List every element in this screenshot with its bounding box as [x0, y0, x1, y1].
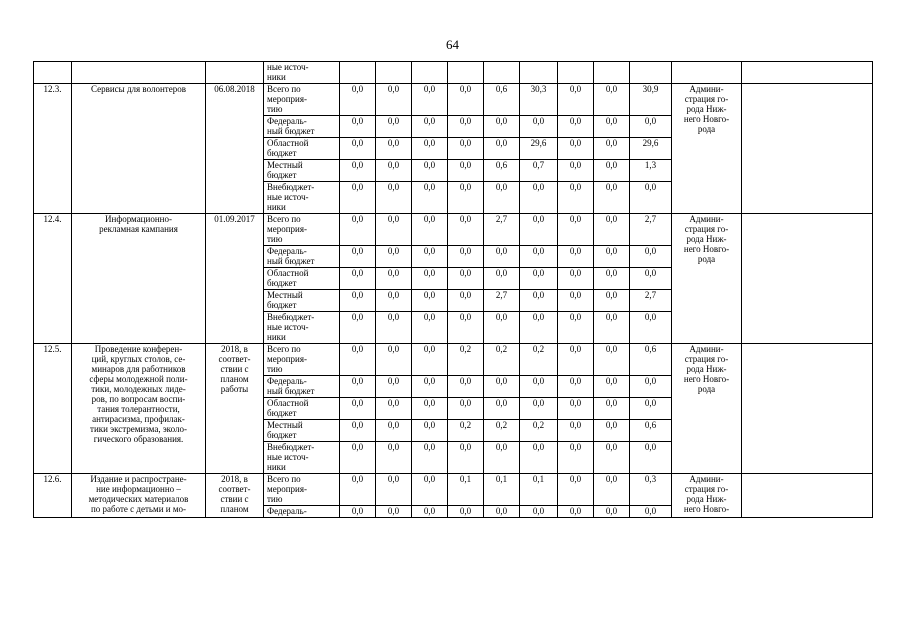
value-cell: 0,0 [520, 116, 558, 138]
date-cell: 06.08.2018 [206, 84, 264, 214]
value-cell: 29,6 [520, 138, 558, 160]
funding-source-cell: ные источ- ники [264, 62, 340, 84]
value-cell: 0,2 [448, 344, 484, 376]
value-cell [340, 62, 376, 84]
value-cell: 0,0 [412, 182, 448, 214]
value-cell: 0,0 [520, 246, 558, 268]
value-cell: 0,0 [448, 160, 484, 182]
value-cell: 0,0 [558, 474, 594, 506]
funding-source-cell: Областной бюджет [264, 398, 340, 420]
value-cell: 1,3 [630, 160, 672, 182]
value-cell: 0,0 [630, 376, 672, 398]
table-row [34, 474, 873, 506]
value-cell: 0,0 [484, 138, 520, 160]
value-cell: 2,7 [484, 214, 520, 246]
value-cell: 0,0 [630, 182, 672, 214]
funding-source-cell: Федераль- ный бюджет [264, 376, 340, 398]
value-cell: 0,0 [594, 420, 630, 442]
value-cell: 0,0 [376, 214, 412, 246]
value-cell: 0,0 [376, 246, 412, 268]
funding-source-cell: Всего по мероприя- тию [264, 474, 340, 506]
value-cell: 0,0 [448, 138, 484, 160]
value-cell: 0,0 [484, 506, 520, 518]
value-cell: 0,0 [340, 268, 376, 290]
section-number-cell: 12.4. [34, 214, 72, 344]
date-cell: 01.09.2017 [206, 214, 264, 344]
value-cell: 0,0 [594, 116, 630, 138]
value-cell: 0,0 [630, 442, 672, 474]
value-cell: 0,0 [340, 160, 376, 182]
value-cell: 0,0 [558, 182, 594, 214]
funding-source-cell: Всего по мероприя- тию [264, 214, 340, 246]
value-cell [520, 62, 558, 84]
value-cell: 0,0 [558, 116, 594, 138]
section-number-cell: 12.6. [34, 474, 72, 518]
value-cell: 0,2 [484, 420, 520, 442]
value-cell: 0,0 [376, 268, 412, 290]
value-cell: 0,0 [448, 506, 484, 518]
responsible-cell: Админи- страция го- рода Ниж- него Новго- [672, 474, 742, 518]
value-cell: 0,0 [340, 84, 376, 116]
value-cell: 0,0 [412, 474, 448, 506]
value-cell: 0,0 [412, 290, 448, 312]
value-cell: 0,0 [412, 398, 448, 420]
value-cell: 0,0 [412, 420, 448, 442]
blank-cell [742, 344, 873, 474]
event-name-cell: Издание и распростране- ние информационно – методических материалов по работе с детьми и мо- [72, 474, 206, 518]
value-cell: 0,0 [520, 182, 558, 214]
value-cell: 0,0 [340, 214, 376, 246]
event-name-cell: Проведение конферен- ций, круглых столов, се- минаров для работников сферы молодежной поли- тики, молодежных лиде- ров, по вопросам воспи- тания толерантности, антирасизма, профилак- тики экстремизма, эколо- гического образования. [72, 344, 206, 474]
value-cell: 2,7 [484, 290, 520, 312]
value-cell: 0,0 [484, 442, 520, 474]
value-cell: 0,0 [520, 506, 558, 518]
value-cell: 0,0 [376, 290, 412, 312]
value-cell: 0,0 [412, 116, 448, 138]
funding-source-cell: Федераль- ный бюджет [264, 116, 340, 138]
section-number-cell [34, 62, 72, 84]
value-cell: 0,0 [558, 376, 594, 398]
value-cell: 0,0 [376, 84, 412, 116]
value-cell: 0,1 [448, 474, 484, 506]
value-cell: 0,0 [558, 84, 594, 116]
value-cell: 0,0 [558, 268, 594, 290]
value-cell: 0,0 [412, 344, 448, 376]
value-cell: 0,1 [520, 474, 558, 506]
value-cell: 0,0 [412, 442, 448, 474]
value-cell: 0,0 [376, 506, 412, 518]
value-cell: 2,7 [630, 214, 672, 246]
table-row [34, 84, 873, 116]
value-cell: 0,0 [376, 312, 412, 344]
value-cell [630, 62, 672, 84]
value-cell: 0,1 [484, 474, 520, 506]
funding-source-cell: Внебюджет- ные источ- ники [264, 312, 340, 344]
value-cell: 0,0 [376, 344, 412, 376]
value-cell: 0,0 [340, 420, 376, 442]
date-cell [206, 62, 264, 84]
blank-cell [742, 62, 873, 84]
responsible-cell [672, 62, 742, 84]
value-cell: 0,0 [594, 268, 630, 290]
value-cell: 0,0 [448, 84, 484, 116]
value-cell: 0,0 [448, 214, 484, 246]
value-cell: 30,9 [630, 84, 672, 116]
value-cell: 0,0 [520, 398, 558, 420]
value-cell: 0,0 [558, 246, 594, 268]
value-cell: 0,0 [376, 116, 412, 138]
value-cell: 0,0 [558, 506, 594, 518]
section-number-cell: 12.3. [34, 84, 72, 214]
value-cell: 0,0 [448, 182, 484, 214]
value-cell: 0,2 [520, 344, 558, 376]
value-cell: 0,6 [630, 420, 672, 442]
value-cell [558, 62, 594, 84]
value-cell: 0,0 [484, 312, 520, 344]
value-cell: 0,0 [448, 376, 484, 398]
value-cell: 0,0 [448, 290, 484, 312]
value-cell: 0,6 [484, 160, 520, 182]
funding-source-cell: Федераль- [264, 506, 340, 518]
value-cell: 0,0 [484, 116, 520, 138]
value-cell: 0,0 [520, 290, 558, 312]
responsible-cell: Админи- страция го- рода Ниж- него Новго- рода [672, 344, 742, 474]
value-cell: 0,0 [558, 290, 594, 312]
value-cell: 0,3 [630, 474, 672, 506]
value-cell: 0,0 [630, 246, 672, 268]
value-cell: 0,0 [448, 442, 484, 474]
value-cell [412, 62, 448, 84]
value-cell: 0,0 [484, 398, 520, 420]
funding-source-cell: Внебюджет- ные источ- ники [264, 442, 340, 474]
value-cell: 0,0 [484, 182, 520, 214]
table-row [34, 62, 873, 84]
value-cell: 0,0 [594, 160, 630, 182]
value-cell: 0,0 [558, 160, 594, 182]
table-row [34, 344, 873, 376]
funding-source-cell: Всего по мероприя- тию [264, 84, 340, 116]
value-cell: 0,0 [558, 214, 594, 246]
funding-source-cell: Областной бюджет [264, 268, 340, 290]
value-cell: 2,7 [630, 290, 672, 312]
value-cell: 0,0 [340, 376, 376, 398]
value-cell: 0,0 [594, 246, 630, 268]
value-cell [594, 62, 630, 84]
value-cell: 0,0 [630, 268, 672, 290]
funding-source-cell: Областной бюджет [264, 138, 340, 160]
value-cell: 0,0 [484, 268, 520, 290]
funding-source-cell: Внебюджет- ные источ- ники [264, 182, 340, 214]
budget-table [33, 61, 873, 518]
value-cell: 0,0 [376, 182, 412, 214]
value-cell: 0,0 [630, 506, 672, 518]
value-cell: 0,0 [558, 420, 594, 442]
value-cell: 0,0 [340, 138, 376, 160]
value-cell: 0,0 [376, 420, 412, 442]
value-cell: 0,0 [594, 214, 630, 246]
value-cell: 0,0 [376, 442, 412, 474]
table-row [34, 214, 873, 246]
value-cell: 0,0 [630, 116, 672, 138]
value-cell: 0,0 [520, 312, 558, 344]
blank-cell [742, 84, 873, 214]
value-cell: 0,0 [558, 312, 594, 344]
value-cell: 0,6 [484, 84, 520, 116]
value-cell: 0,0 [376, 474, 412, 506]
value-cell: 0,0 [340, 474, 376, 506]
value-cell: 0,0 [412, 268, 448, 290]
funding-source-cell: Всего по мероприя- тию [264, 344, 340, 376]
value-cell: 0,0 [484, 246, 520, 268]
value-cell: 0,0 [630, 398, 672, 420]
event-name-cell: Информационно- рекламная кампания [72, 214, 206, 344]
page-number: 64 [446, 37, 459, 52]
value-cell: 0,0 [594, 376, 630, 398]
value-cell: 0,0 [594, 398, 630, 420]
value-cell: 0,0 [412, 214, 448, 246]
value-cell: 0,0 [520, 214, 558, 246]
value-cell: 0,0 [448, 398, 484, 420]
value-cell: 0,0 [376, 160, 412, 182]
value-cell: 0,0 [520, 442, 558, 474]
value-cell: 0,0 [340, 442, 376, 474]
value-cell: 0,0 [594, 312, 630, 344]
value-cell: 0,0 [412, 312, 448, 344]
value-cell: 0,0 [340, 182, 376, 214]
blank-cell [742, 474, 873, 518]
value-cell: 29,6 [630, 138, 672, 160]
value-cell: 0,0 [448, 268, 484, 290]
value-cell: 0,0 [376, 376, 412, 398]
value-cell: 0,7 [520, 160, 558, 182]
value-cell: 0,0 [340, 344, 376, 376]
value-cell: 0,0 [412, 376, 448, 398]
value-cell [376, 62, 412, 84]
value-cell: 0,0 [412, 138, 448, 160]
value-cell: 0,0 [448, 312, 484, 344]
value-cell: 0,0 [412, 160, 448, 182]
value-cell: 0,0 [594, 344, 630, 376]
funding-source-cell: Федераль- ный бюджет [264, 246, 340, 268]
value-cell: 0,6 [630, 344, 672, 376]
value-cell: 0,0 [376, 398, 412, 420]
event-name-cell [72, 62, 206, 84]
value-cell: 0,0 [412, 506, 448, 518]
value-cell: 0,0 [594, 506, 630, 518]
value-cell: 0,0 [376, 138, 412, 160]
value-cell: 0,2 [520, 420, 558, 442]
value-cell: 0,2 [448, 420, 484, 442]
value-cell: 0,0 [594, 442, 630, 474]
value-cell: 0,0 [520, 268, 558, 290]
blank-cell [742, 214, 873, 344]
value-cell: 0,0 [520, 376, 558, 398]
value-cell: 0,0 [630, 312, 672, 344]
value-cell: 30,3 [520, 84, 558, 116]
responsible-cell: Админи- страция го- рода Ниж- него Новго- рода [672, 214, 742, 344]
value-cell: 0,0 [340, 506, 376, 518]
value-cell: 0,0 [340, 246, 376, 268]
value-cell: 0,0 [594, 182, 630, 214]
value-cell: 0,0 [448, 246, 484, 268]
value-cell: 0,0 [340, 290, 376, 312]
value-cell: 0,2 [484, 344, 520, 376]
value-cell: 0,0 [558, 138, 594, 160]
date-cell: 2018, в соответ- ствии с планом работы [206, 344, 264, 474]
value-cell: 0,0 [558, 344, 594, 376]
date-cell: 2018, в соответ- ствии с планом [206, 474, 264, 518]
value-cell [448, 62, 484, 84]
funding-source-cell: Местный бюджет [264, 290, 340, 312]
value-cell: 0,0 [412, 246, 448, 268]
value-cell: 0,0 [558, 442, 594, 474]
value-cell [484, 62, 520, 84]
value-cell: 0,0 [594, 474, 630, 506]
section-number-cell: 12.5. [34, 344, 72, 474]
responsible-cell: Админи- страция го- рода Ниж- него Новго- рода [672, 84, 742, 214]
value-cell: 0,0 [340, 398, 376, 420]
value-cell: 0,0 [594, 138, 630, 160]
value-cell: 0,0 [558, 398, 594, 420]
value-cell: 0,0 [448, 116, 484, 138]
value-cell: 0,0 [594, 84, 630, 116]
value-cell: 0,0 [412, 84, 448, 116]
value-cell: 0,0 [594, 290, 630, 312]
funding-source-cell: Местный бюджет [264, 420, 340, 442]
value-cell: 0,0 [340, 312, 376, 344]
value-cell: 0,0 [340, 116, 376, 138]
value-cell: 0,0 [484, 376, 520, 398]
funding-source-cell: Местный бюджет [264, 160, 340, 182]
event-name-cell: Сервисы для волонтеров [72, 84, 206, 214]
